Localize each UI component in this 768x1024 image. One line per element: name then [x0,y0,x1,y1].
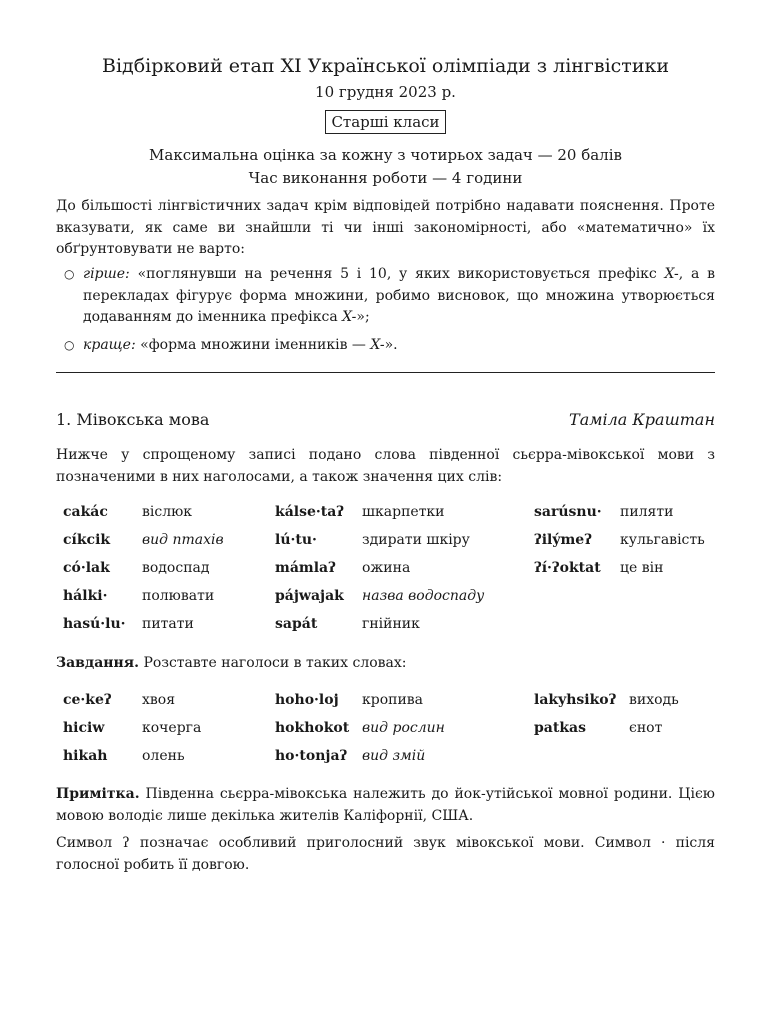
word-meaning: кочерга [142,720,202,736]
table-row [56,530,715,550]
word-meaning: це він [620,560,664,576]
page-title: Відбірковий етап XI Української олімпіади з лінгвістики [101,55,670,77]
note-paragraph [56,784,715,827]
better-x: X- [370,336,385,353]
word: ʔí·ʔoktat [534,560,601,576]
word-meaning: олень [142,748,185,764]
circle-bullet-icon: ○ [64,337,75,352]
worse-x2: X- [342,309,357,325]
grade-badge-wrap [56,110,715,134]
word: hikah [63,748,108,764]
worse-text-a: «поглянувши на речення 5 і 10, у яких використовується префікс [137,266,665,282]
word: ʔilýmeʔ [534,532,592,548]
grade-badge: Старші класи [325,110,445,134]
circle-bullet-icon: ○ [64,267,75,281]
word: kálse·taʔ [275,504,345,520]
symbols-paragraph: Символ ʔ позначає особливий приголосний звук мівокської мови. Символ · після голосної робить її довгою. [56,835,715,873]
table-row [56,502,715,522]
word: hálki· [63,588,108,604]
time-limit-line: Час виконання роботи — 4 години [248,169,523,187]
word-meaning: шкарпетки [362,504,445,520]
better-text-a: «форма множини іменників — [140,336,371,353]
problem-author: Таміла Краштан [569,410,715,429]
table-row [56,690,715,710]
better-label: краще: [83,336,136,353]
word: sarúsnu· [534,504,602,520]
word: hasú·lu· [63,616,126,632]
word: lú·tu· [275,532,317,548]
note-label: Примітка. [56,786,140,802]
word-meaning: кульгавість [620,532,705,548]
worse-text-c: »; [356,309,370,325]
table-row [56,746,715,766]
word-meaning: гнійник [362,616,420,632]
table-row [56,718,715,738]
task-label: Завдання. [56,655,140,671]
advice-better [56,335,715,357]
word: cakác [63,504,108,520]
word-meaning: питати [142,616,194,632]
word: hiciw [63,720,105,736]
word-meaning: вид змій [362,748,426,764]
max-score-line: Максимальна оцінка за кожну з чотирьох задач — 20 балів [149,146,622,164]
table-row [56,614,715,634]
word: cíkcik [63,532,111,548]
word: pájwajak [275,588,344,604]
problem-title: 1. Мівокська мова [56,410,210,429]
worse-x1: X- [664,266,679,282]
word-meaning: виходь [629,692,679,708]
instructions-paragraph: До більшості лінгвістичних задач крім відповідей потрібно надавати пояснення. Проте вказувати, як саме ви знайшли ті чи інші закономірності, або «математично» їх обґрунтовувати не варто: [56,198,715,257]
word-meaning: єнот [629,720,663,736]
word-meaning: ожина [362,560,411,576]
task-text: Розставте наголоси в таких словах: [139,655,407,671]
table-row [56,558,715,578]
word-meaning: назва водоспаду [362,588,485,604]
problem-intro: Нижче у спрощеному записі подано слова південної сьєрра-мівокської мови з позначеними в них наголосами, а також значення цих слів: [56,447,715,485]
word: mámlaʔ [275,560,336,576]
word-meaning: полювати [142,588,215,604]
word-meaning: вид рослин [362,720,445,736]
task-line [56,653,407,673]
worse-label: гірше: [83,266,130,282]
word: patkas [534,720,586,736]
section-divider [56,372,715,373]
event-date: 10 грудня 2023 р. [315,83,456,101]
word: ce·keʔ [63,692,112,708]
table-row [56,586,715,606]
advice-list [56,264,715,356]
word-meaning: віслюк [142,504,193,520]
word: lakyhsikoʔ [534,692,617,708]
word: hokhokot [275,720,350,736]
worse-text-b: , а в перекладах фігурує форма множини, робимо висновок, що множина утворюється додаванням до іменника префікса [83,266,715,325]
word-meaning: кропива [362,692,424,708]
word-meaning: пиляти [620,504,674,520]
better-text-b: ». [384,336,398,353]
word-meaning: хвоя [142,692,176,708]
word: ho·tonjaʔ [275,748,348,764]
word-meaning: здирати шкіру [362,532,470,548]
word: có·lak [63,560,110,576]
advice-worse [56,264,715,329]
word: sapát [275,616,318,632]
word-meaning: вид птахів [142,532,224,548]
note-text: Південна сьєрра-мівокська належить до йок-утійської мовної родини. Цією мовою володіє лише декілька жителів Каліфорнії, США. [56,786,715,824]
word-meaning: водоспад [142,560,210,576]
word: hoho·loj [275,692,339,708]
